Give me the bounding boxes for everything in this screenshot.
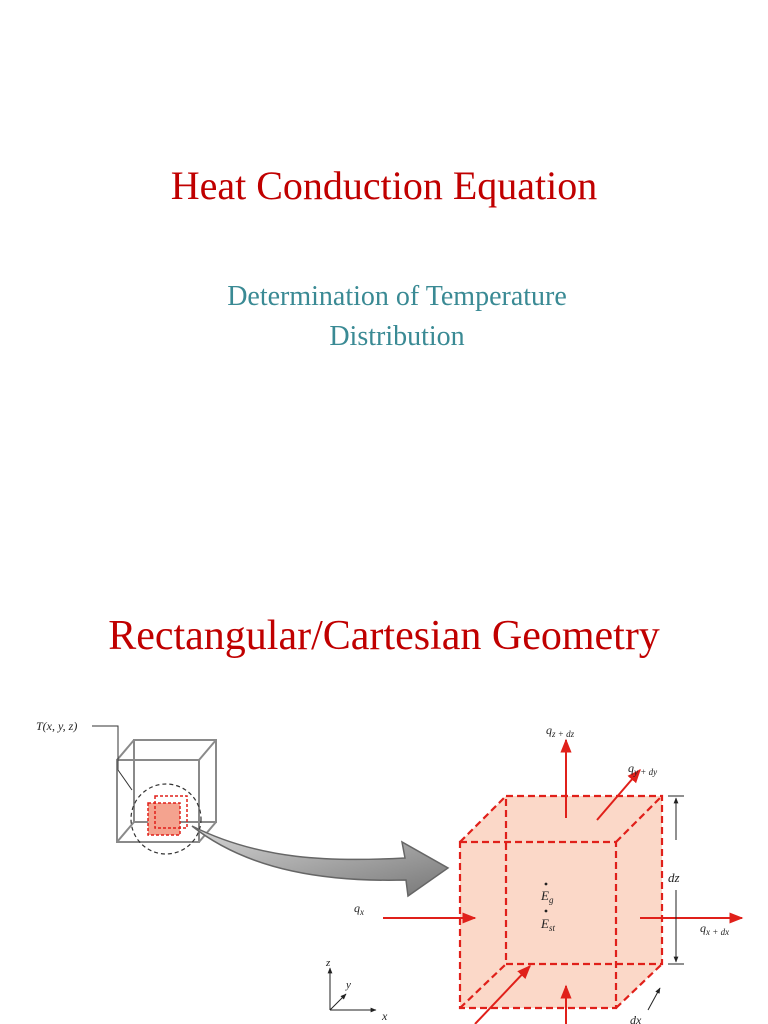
slide-subtitle [0, 277, 768, 357]
e-st-label: $E_{st}$ [541, 916, 555, 933]
point-label: T(x, y, z) [36, 719, 78, 733]
q-x-label: $q_x$ [354, 901, 364, 917]
e-g-dot [545, 883, 548, 886]
e-st-dot [545, 910, 548, 913]
slide-title-geometry: Rectangular/Cartesian Geometry [108, 613, 660, 659]
axis-x-label: x [382, 1009, 388, 1023]
q-z-dz-label: $q_{z + dz}$ [546, 723, 575, 739]
dx-label: dx [630, 1013, 642, 1024]
figure-svg [0, 690, 768, 1024]
control-volume-figure [0, 690, 768, 1024]
dz-label: dz [668, 870, 680, 885]
coordinate-axes [330, 968, 376, 1010]
axis-z-label: z [326, 957, 331, 969]
small-element [148, 796, 187, 835]
zoom-arrow [192, 826, 448, 896]
slide-title-heat-conduction: Heat Conduction Equation [170, 163, 598, 208]
large-element [460, 796, 662, 1008]
subtitle-line-2: Distribution [329, 321, 465, 352]
q-x-dx-label: $q_{x + dx}$ [700, 921, 730, 937]
e-g-label: $E_g$ [541, 888, 554, 905]
axis-y-label: y [346, 979, 351, 991]
dx-arrow [648, 988, 660, 1010]
subtitle-line-1: Determination of Temperature [227, 281, 567, 312]
q-y-dy-label: $q_{y + dy}$ [628, 761, 658, 777]
point-leader [92, 726, 132, 790]
